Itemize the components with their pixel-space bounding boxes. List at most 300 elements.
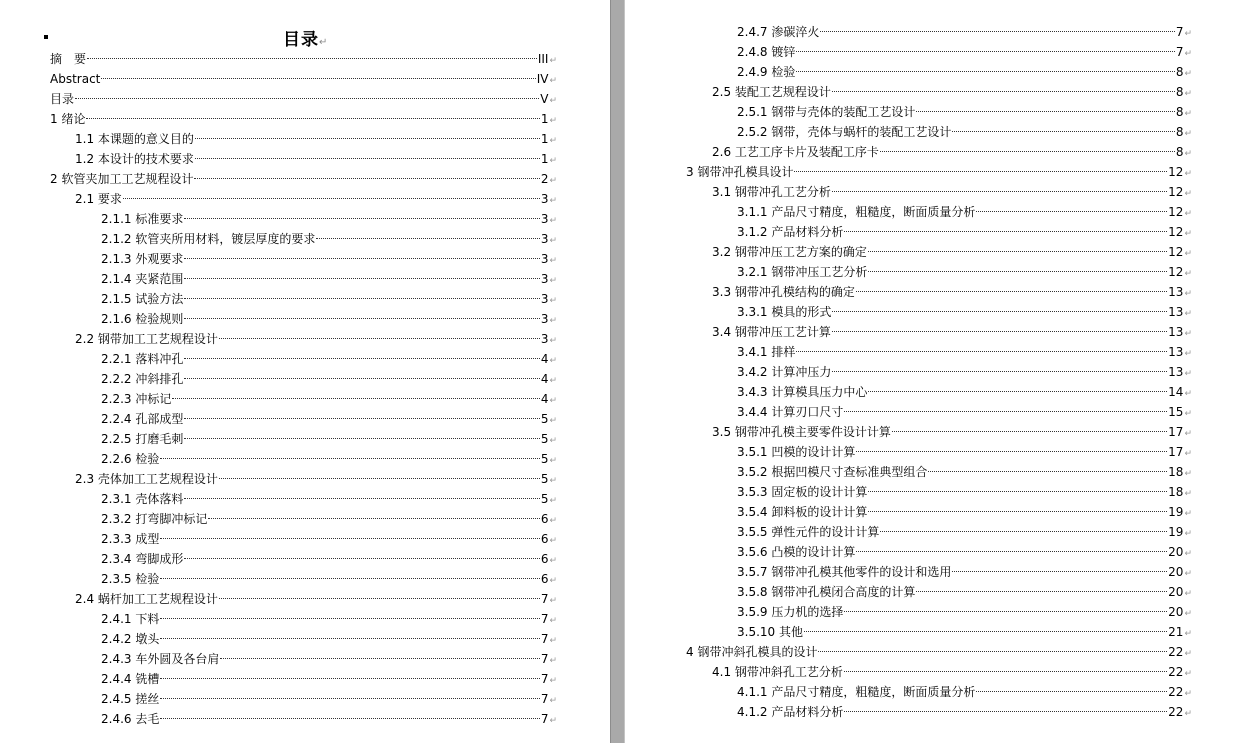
toc-entry[interactable] [625, 42, 1192, 62]
dot-leader [856, 551, 1167, 552]
paragraph-mark: ↵ [549, 56, 557, 66]
toc-entry-title: 3.1.1 产品尺寸精度，粗糙度，断面质量分析 [737, 205, 976, 219]
toc-entry-title: 2.4.4 铣槽 [101, 672, 160, 686]
toc-entry[interactable] [0, 709, 557, 729]
paragraph-mark: ↵ [1184, 449, 1192, 459]
toc-entry[interactable] [625, 342, 1192, 362]
toc-page-number: 3 [540, 272, 549, 286]
toc-entry[interactable] [625, 62, 1192, 82]
toc-entry[interactable] [625, 282, 1192, 302]
dot-leader [952, 131, 1174, 132]
paragraph-mark: ↵ [1184, 389, 1192, 399]
toc-entry[interactable] [625, 662, 1192, 682]
paragraph-mark: ↵ [549, 596, 557, 606]
paragraph-mark: ↵ [1184, 169, 1192, 179]
toc-entry[interactable] [0, 189, 557, 209]
toc-page-number: 7 [540, 692, 549, 706]
toc-page-number: 22 [1168, 685, 1184, 699]
toc-entry-title: 2.3.1 壳体落料 [101, 492, 184, 506]
toc-page-number: 20 [1168, 565, 1184, 579]
toc-entry[interactable] [0, 129, 557, 149]
toc-page-number: 7 [540, 592, 549, 606]
paragraph-mark: ↵ [1184, 689, 1192, 699]
paragraph-mark: ↵ [1184, 489, 1192, 499]
toc-entry[interactable] [0, 69, 557, 89]
dot-leader [868, 491, 1167, 492]
toc-page-number: 19 [1168, 525, 1184, 539]
paragraph-mark: ↵ [549, 656, 557, 666]
paragraph-mark: ↵ [549, 716, 557, 726]
toc-entry[interactable] [625, 422, 1192, 442]
dot-leader [160, 618, 539, 619]
dot-leader [160, 698, 539, 699]
toc-entry-title: 2.4.3 车外圆及各台肩 [101, 652, 220, 666]
toc-page-number: 20 [1168, 585, 1184, 599]
toc-page-number: 8 [1175, 145, 1184, 159]
toc-entry[interactable] [0, 509, 557, 529]
paragraph-mark: ↵ [1184, 629, 1192, 639]
toc-entry[interactable] [0, 369, 557, 389]
toc-page-number: 13 [1168, 285, 1184, 299]
paragraph-mark: ↵ [549, 416, 557, 426]
dot-leader [880, 531, 1167, 532]
dot-leader [928, 471, 1167, 472]
toc-page-number: 5 [540, 472, 549, 486]
toc-entry[interactable] [0, 309, 557, 329]
toc-page-number: 3 [540, 192, 549, 206]
toc-entry[interactable] [625, 402, 1192, 422]
dot-leader [856, 451, 1167, 452]
toc-entry[interactable] [0, 569, 557, 589]
toc-page-number: 5 [540, 432, 549, 446]
paragraph-mark: ↵ [549, 516, 557, 526]
toc-entry-title: 2.3.2 打弯脚冲标记 [101, 512, 208, 526]
toc-entry-title: 2.4.2 墩头 [101, 632, 160, 646]
dot-leader [832, 191, 1167, 192]
toc-entry[interactable] [0, 389, 557, 409]
toc-entry-title: 3.5.2 根据凹模尺寸查标准典型组合 [737, 465, 928, 479]
dot-leader [916, 591, 1167, 592]
toc-entry-title: 3.5.7 钢带冲孔模其他零件的设计和选用 [737, 565, 952, 579]
paragraph-mark: ↵ [1184, 409, 1192, 419]
dot-leader [123, 198, 540, 199]
toc-entry-title: 2.5 装配工艺规程设计 [712, 85, 831, 99]
toc-page-number: 17 [1168, 445, 1184, 459]
toc-entry-title: 2.1.2 软管夹所用材料，镀层厚度的要求 [101, 232, 316, 246]
toc-entry[interactable] [0, 249, 557, 269]
toc-entry[interactable] [0, 329, 557, 349]
paragraph-mark: ↵ [549, 436, 557, 446]
toc-entry-title: 2.2.5 打磨毛刺 [101, 432, 184, 446]
toc-page-number: 18 [1168, 485, 1184, 499]
document-page-left [0, 0, 610, 743]
toc-entry[interactable] [625, 82, 1192, 102]
toc-entry[interactable] [0, 149, 557, 169]
toc-page-number: 1 [540, 112, 549, 126]
toc-page-number: 8 [1175, 125, 1184, 139]
toc-page-number: 22 [1168, 645, 1184, 659]
dot-leader [172, 398, 539, 399]
toc-entry[interactable] [0, 229, 557, 249]
toc-entry-title: 2.4 蜗杆加工工艺规程设计 [75, 592, 218, 606]
toc-entry-title: 2.4.6 去毛 [101, 712, 160, 726]
paragraph-mark: ↵ [1184, 69, 1192, 79]
toc-page-number: 7 [1175, 45, 1184, 59]
toc-title: 目录↵ [283, 30, 329, 50]
toc-entry[interactable] [0, 449, 557, 469]
toc-page-number: 2 [540, 172, 549, 186]
paragraph-mark: ↵ [1184, 229, 1192, 239]
toc-entry[interactable] [625, 462, 1192, 482]
toc-entry-title: 2.1.3 外观要求 [101, 252, 184, 266]
toc-entry[interactable] [625, 602, 1192, 622]
toc-entry-title: 3 钢带冲孔模具设计 [686, 165, 794, 179]
toc-entry-title: 3.4.4 计算刃口尺寸 [737, 405, 844, 419]
dot-leader [184, 258, 539, 259]
toc-page-number: 3 [540, 232, 549, 246]
toc-page-number: 19 [1168, 505, 1184, 519]
toc-entry[interactable] [0, 49, 557, 69]
toc-page-number: 3 [540, 252, 549, 266]
toc-page-number: 3 [540, 312, 549, 326]
toc-entry[interactable] [625, 22, 1192, 42]
paragraph-mark: ↵ [549, 576, 557, 586]
toc-page-number: 6 [540, 572, 549, 586]
toc-entry[interactable] [0, 109, 557, 129]
toc-entry-title: 2.1.1 标准要求 [101, 212, 184, 226]
toc-page-number: 4 [540, 372, 549, 386]
toc-entry[interactable] [625, 142, 1192, 162]
toc-entry[interactable] [0, 169, 557, 189]
toc-page-number: 4 [540, 392, 549, 406]
dot-leader [952, 571, 1167, 572]
toc-entry-title: 3.4 钢带冲压工艺计算 [712, 325, 831, 339]
paragraph-mark: ↵ [1184, 209, 1192, 219]
dot-leader [844, 411, 1167, 412]
dot-leader [844, 711, 1167, 712]
toc-page-number: 7 [540, 632, 549, 646]
toc-page-number: 13 [1168, 305, 1184, 319]
dot-leader [880, 151, 1175, 152]
toc-entry-title: 2.1.6 检验规则 [101, 312, 184, 326]
toc-page-number: 3 [540, 332, 549, 346]
toc-entry[interactable] [0, 549, 557, 569]
toc-page-number: 5 [540, 412, 549, 426]
toc-entry-title: 目录 [50, 92, 75, 106]
toc-entry-title: 2.5.1 钢带与壳体的装配工艺设计 [737, 105, 916, 119]
dot-leader [160, 458, 539, 459]
toc-entry-title: 2.3 壳体加工工艺规程设计 [75, 472, 218, 486]
paragraph-mark: ↵ [549, 676, 557, 686]
toc-page-number: 3 [540, 292, 549, 306]
dot-leader [184, 438, 539, 439]
toc-page-number: IV [536, 72, 549, 86]
toc-entry[interactable] [625, 202, 1192, 222]
paragraph-mark: ↵ [1184, 549, 1192, 559]
toc-entry-title: 2.1.5 试验方法 [101, 292, 184, 306]
toc-entry[interactable] [0, 609, 557, 629]
toc-page-number: 13 [1168, 345, 1184, 359]
toc-entry[interactable] [0, 629, 557, 649]
toc-entry[interactable] [0, 269, 557, 289]
toc-page-number: 7 [540, 612, 549, 626]
toc-entry[interactable] [0, 589, 557, 609]
toc-page-number: 12 [1168, 225, 1184, 239]
toc-entry-title: 3.5.10 其他 [737, 625, 803, 639]
paragraph-mark: ↵ [1184, 289, 1192, 299]
toc-page-number: 1 [540, 132, 549, 146]
toc-page-number: 12 [1168, 205, 1184, 219]
list-bullet [44, 35, 48, 39]
dot-leader [184, 298, 539, 299]
dot-leader [195, 138, 540, 139]
paragraph-mark: ↵ [1184, 329, 1192, 339]
dot-leader [208, 518, 539, 519]
paragraph-mark: ↵ [549, 556, 557, 566]
toc-entry[interactable] [625, 322, 1192, 342]
toc-page-number: 12 [1168, 265, 1184, 279]
toc-entry-title: 2.2.4 孔部成型 [101, 412, 184, 426]
toc-entry-title: 3.5 钢带冲孔模主要零件设计计算 [712, 425, 891, 439]
paragraph-mark: ↵ [549, 296, 557, 306]
dot-leader [86, 118, 539, 119]
toc-page-number: 8 [1175, 85, 1184, 99]
toc-entry-title: 2.4.9 检验 [737, 65, 796, 79]
paragraph-mark: ↵ [1184, 709, 1192, 719]
toc-page-number: 22 [1168, 705, 1184, 719]
toc-entry-title: 4.1.2 产品材料分析 [737, 705, 844, 719]
toc-entry[interactable] [0, 489, 557, 509]
paragraph-mark: ↵ [549, 536, 557, 546]
toc-entry-title: 2.4.8 镀锌 [737, 45, 796, 59]
toc-entry[interactable] [0, 689, 557, 709]
toc-entry-title: 4.1 钢带冲斜孔工艺分析 [712, 665, 843, 679]
toc-entry[interactable] [0, 349, 557, 369]
paragraph-mark: ↵ [1184, 249, 1192, 259]
paragraph-mark: ↵ [1184, 49, 1192, 59]
toc-entry-title: 3.5.6 凸模的设计计算 [737, 545, 856, 559]
paragraph-mark: ↵ [1184, 269, 1192, 279]
paragraph-mark: ↵ [549, 136, 557, 146]
toc-entry-title: 1 绪论 [50, 112, 86, 126]
toc-entry-title: 2.3.3 成型 [101, 532, 160, 546]
dot-leader [184, 358, 539, 359]
toc-page-number: 22 [1168, 665, 1184, 679]
paragraph-mark: ↵ [549, 456, 557, 466]
toc-entry[interactable] [625, 442, 1192, 462]
toc-page-number: 8 [1175, 65, 1184, 79]
toc-page-number: 4 [540, 352, 549, 366]
toc-entry-title: 1.1 本课题的意义目的 [75, 132, 194, 146]
dot-leader [818, 651, 1167, 652]
dot-leader [220, 658, 539, 659]
toc-page-number: 6 [540, 512, 549, 526]
paragraph-mark: ↵ [1184, 569, 1192, 579]
dot-leader [796, 51, 1174, 52]
dot-leader [916, 111, 1174, 112]
toc-entry[interactable] [625, 262, 1192, 282]
toc-entry[interactable] [625, 242, 1192, 262]
toc-entry[interactable] [0, 429, 557, 449]
toc-entry-title: 3.2.1 钢带冲压工艺分析 [737, 265, 868, 279]
toc-entry-title: 3.5.9 压力机的选择 [737, 605, 844, 619]
paragraph-mark: ↵ [549, 216, 557, 226]
toc-entry[interactable] [625, 122, 1192, 142]
toc-entry[interactable] [625, 182, 1192, 202]
toc-entry[interactable] [625, 302, 1192, 322]
toc-page-number: III [537, 52, 549, 66]
toc-entry[interactable] [0, 89, 557, 109]
toc-entry[interactable] [0, 649, 557, 669]
paragraph-mark: ↵ [549, 696, 557, 706]
toc-entry-title: 2.3.5 检验 [101, 572, 160, 586]
paragraph-mark: ↵ [1184, 669, 1192, 679]
dot-leader [976, 211, 1167, 212]
paragraph-mark: ↵ [549, 76, 557, 86]
toc-entry[interactable] [625, 522, 1192, 542]
toc-entry-title: 3.5.5 弹性元件的设计计算 [737, 525, 880, 539]
dot-leader [184, 498, 539, 499]
toc-entry-title: 1.2 本设计的技术要求 [75, 152, 194, 166]
paragraph-mark: ↵ [549, 236, 557, 246]
toc-page-number: 7 [540, 672, 549, 686]
toc-entry[interactable] [625, 682, 1192, 702]
document-page-right [625, 0, 1238, 743]
toc-page-number: 7 [540, 712, 549, 726]
paragraph-mark: ↵ [1184, 109, 1192, 119]
paragraph-mark: ↵ [549, 396, 557, 406]
toc-entry-title: 2.6 工艺工序卡片及装配工序卡 [712, 145, 879, 159]
toc-entry-title: 3.5.3 固定板的设计计算 [737, 485, 868, 499]
toc-entry[interactable] [625, 562, 1192, 582]
paragraph-mark: ↵ [549, 276, 557, 286]
toc-page-number: 3 [540, 212, 549, 226]
toc-page-number: 8 [1175, 105, 1184, 119]
toc-page-number: 15 [1168, 405, 1184, 419]
toc-page-number: 12 [1168, 165, 1184, 179]
toc-page-number: V [540, 92, 549, 106]
dot-leader [832, 371, 1167, 372]
dot-leader [868, 391, 1167, 392]
toc-page-number: 1 [540, 152, 549, 166]
paragraph-mark: ↵ [549, 176, 557, 186]
toc-page-number: 13 [1168, 325, 1184, 339]
toc-entry[interactable] [0, 209, 557, 229]
dot-leader [160, 578, 539, 579]
toc-entry-title: Abstract [50, 72, 101, 86]
toc-entry[interactable] [625, 162, 1192, 182]
dot-leader [868, 251, 1167, 252]
paragraph-mark: ↵ [1184, 129, 1192, 139]
dot-leader [184, 318, 539, 319]
toc-page-number: 6 [540, 532, 549, 546]
toc-entry-title: 2.4.5 搓丝 [101, 692, 160, 706]
dot-leader [796, 351, 1167, 352]
dot-leader [892, 431, 1167, 432]
toc-entry[interactable] [625, 502, 1192, 522]
toc-entry-title: 2 软管夹加工工艺规程设计 [50, 172, 194, 186]
paragraph-mark: ↵ [549, 96, 557, 106]
toc-entry[interactable] [0, 669, 557, 689]
toc-entry[interactable] [0, 529, 557, 549]
toc-entry-title: 4 钢带冲斜孔模具的设计 [686, 645, 818, 659]
toc-page-number: 12 [1168, 245, 1184, 259]
paragraph-mark: ↵ [1184, 149, 1192, 159]
toc-entry-title: 3.4.1 排样 [737, 345, 796, 359]
toc-entry-title: 3.2 钢带冲压工艺方案的确定 [712, 245, 867, 259]
toc-entry-title: 4.1.1 产品尺寸精度，粗糙度，断面质量分析 [737, 685, 976, 699]
dot-leader [184, 218, 539, 219]
toc-entry[interactable] [625, 542, 1192, 562]
toc-entry-title: 2.2.1 落料冲孔 [101, 352, 184, 366]
toc-entry-title: 摘 要 [50, 52, 87, 66]
paragraph-mark: ↵ [549, 316, 557, 326]
toc-page-number: 7 [540, 652, 549, 666]
toc-entry[interactable] [625, 642, 1192, 662]
dot-leader [976, 691, 1167, 692]
toc-entry-title: 2.2.2 冲斜排孔 [101, 372, 184, 386]
dot-leader [87, 58, 537, 59]
toc-entry-title: 3.4.2 计算冲压力 [737, 365, 832, 379]
paragraph-mark: ↵ [1184, 29, 1192, 39]
toc-entry[interactable] [0, 289, 557, 309]
toc-entry[interactable] [625, 382, 1192, 402]
dot-leader [101, 78, 535, 79]
toc-entry-title: 2.1.4 夹紧范围 [101, 272, 184, 286]
dot-leader [219, 478, 540, 479]
toc-page-number: 20 [1168, 605, 1184, 619]
dot-leader [184, 378, 539, 379]
paragraph-mark: ↵ [549, 476, 557, 486]
toc-entry[interactable] [625, 222, 1192, 242]
dot-leader [184, 278, 539, 279]
toc-entry[interactable] [625, 102, 1192, 122]
page-gutter [610, 0, 625, 743]
dot-leader [796, 71, 1174, 72]
toc-entry[interactable] [625, 362, 1192, 382]
paragraph-mark: ↵ [1184, 89, 1192, 99]
dot-leader [868, 511, 1167, 512]
paragraph-mark: ↵ [1184, 649, 1192, 659]
toc-entry-title: 2.2 钢带加工工艺规程设计 [75, 332, 218, 346]
toc-entry-title: 3.4.3 计算模具压力中心 [737, 385, 868, 399]
toc-entry[interactable] [0, 409, 557, 429]
dot-leader [794, 171, 1167, 172]
paragraph-mark: ↵ [1184, 349, 1192, 359]
toc-entry[interactable] [625, 702, 1192, 722]
dot-leader [184, 558, 539, 559]
toc-page-number: 5 [540, 452, 549, 466]
toc-entry[interactable] [625, 482, 1192, 502]
dot-leader [75, 98, 539, 99]
toc-entry-title: 2.2.3 冲标记 [101, 392, 172, 406]
paragraph-mark: ↵ [319, 37, 329, 48]
toc-page-number: 7 [1175, 25, 1184, 39]
paragraph-mark: ↵ [549, 156, 557, 166]
dot-leader [316, 238, 539, 239]
toc-entry[interactable] [625, 582, 1192, 602]
dot-leader [868, 271, 1167, 272]
dot-leader [844, 611, 1167, 612]
dot-leader [219, 598, 540, 599]
toc-entry[interactable] [625, 622, 1192, 642]
paragraph-mark: ↵ [1184, 429, 1192, 439]
dot-leader [160, 718, 539, 719]
dot-leader [219, 338, 540, 339]
toc-entry[interactable] [0, 469, 557, 489]
toc-entry-title: 2.5.2 钢带，壳体与蜗杆的装配工艺设计 [737, 125, 952, 139]
paragraph-mark: ↵ [1184, 309, 1192, 319]
